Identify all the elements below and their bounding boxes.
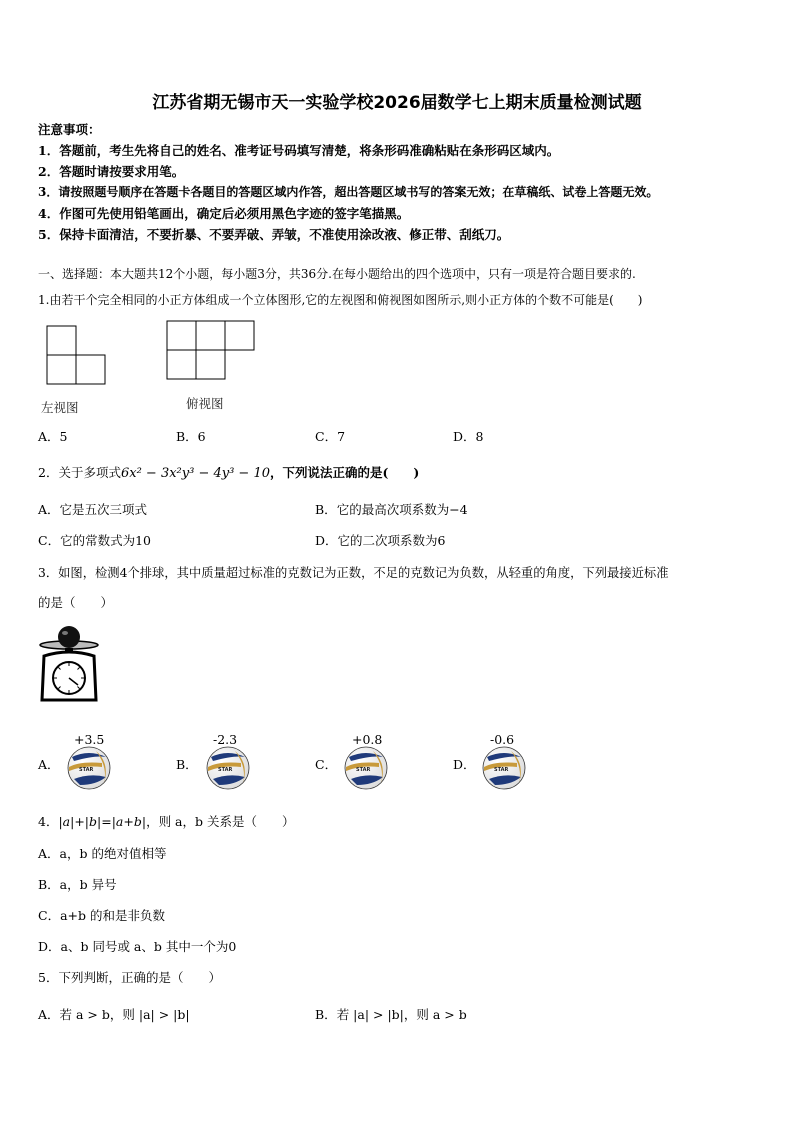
page-title: 江苏省期无锡市天一实验学校2026届数学七上期末质量检测试题 [152,93,642,113]
question-2-option-a: A．它是五次三项式 [38,502,148,517]
question-2-prefix: 2．关于多项式 [38,465,121,480]
volleyball-icon [343,745,389,791]
question-4-expression: |a|+|b|=|a+b| [58,814,147,829]
question-4-prefix: 4． [38,814,59,829]
question-5-option-b: B．若 |a| > |b|，则 a > b [315,1007,467,1022]
question-4-option-d: D．a、b 同号或 a、b 其中一个为0 [38,939,237,954]
question-3-stem-line1: 3．如图，检测4个排球，其中质量超过标准的克数记为正数，不足的克数记为负数，从轻重的角度，下列最接近标准 [38,566,669,580]
question-1-option-c: C．7 [315,429,346,444]
question-1-stem: 1.由若干个完全相同的小正方体组成一个立体图形,它的左视图和俯视图如图所示,则小正方体的个数不可能是( ) [38,293,643,307]
question-3-option-b-letter: B． [176,757,198,772]
question-2-stem [38,463,419,481]
question-3-option-b-value: -2.3 [213,732,238,747]
question-3-option-a-value: +3.5 [74,732,105,747]
notice-item: 1．答题前，考生先将自己的姓名、准考证号码填写清楚，将条形码准确粘贴在条形码区域内。 [38,143,560,158]
volleyball-icon [66,745,112,791]
question-4-stem [38,812,294,830]
left-view-figure [46,325,108,387]
question-2-option-b: B．它的最高次项系数为−4 [315,502,468,517]
question-5-option-a: A．若 a > b，则 |a| > |b| [38,1007,190,1022]
question-3-option-d-letter: D． [453,757,476,772]
question-3-option-d-value: -0.6 [490,732,515,747]
question-3-option-a-letter: A． [38,757,60,772]
notice-item: 2．答题时请按要求用笔。 [38,164,185,179]
question-2-expression: 6x² − 3x²y³ − 4y³ − 10 [120,466,270,481]
left-view-label: 左视图 [41,400,79,415]
question-3-option-c-letter: C． [315,757,338,772]
notice-item: 4．作图可先使用铅笔画出，确定后必须用黑色字迹的签字笔描黑。 [38,206,410,221]
top-view-label: 俯视图 [186,396,224,411]
question-2-option-d: D．它的二次项系数为6 [315,533,446,548]
question-1-option-d: D．8 [453,429,484,444]
question-4-option-c: C．a+b 的和是非负数 [38,908,165,923]
question-4-option-a: A．a，b 的绝对值相等 [38,846,167,861]
question-3-stem-line2: 的是（ ） [38,595,114,610]
question-2-option-c: C．它的常数式为10 [38,533,151,548]
volleyball-icon [205,745,251,791]
section-heading: 一、选择题：本大题共12个小题，每小题3分，共36分.在每小题给出的四个选项中，只有一项是符合题目要求的. [38,267,636,281]
question-4-suffix: ，则 a，b 关系是（ ） [146,814,295,829]
weighing-scale-icon [38,624,100,704]
question-5-stem: 5．下列判断，正确的是（ ） [38,970,221,985]
question-3-option-c-value: +0.8 [352,732,383,747]
top-view-figure [166,320,258,382]
question-1-option-b: B．6 [176,429,206,444]
question-1-option-a: A．5 [38,429,68,444]
question-2-suffix: ，下列说法正确的是( ) [270,465,420,480]
question-4-option-b: B．a，b 异号 [38,877,117,892]
volleyball-icon [481,745,527,791]
notice-item: 5．保持卡面清洁，不要折暴、不要弄破、弄皱，不准使用涂改液、修正带、刮纸刀。 [38,227,510,242]
notice-heading: 注意事项： [38,122,101,137]
notice-item: 3．请按照题号顺序在答题卡各题目的答题区域内作答，超出答题区域书写的答案无效；在草稿纸、试卷上答题无效。 [38,185,659,199]
